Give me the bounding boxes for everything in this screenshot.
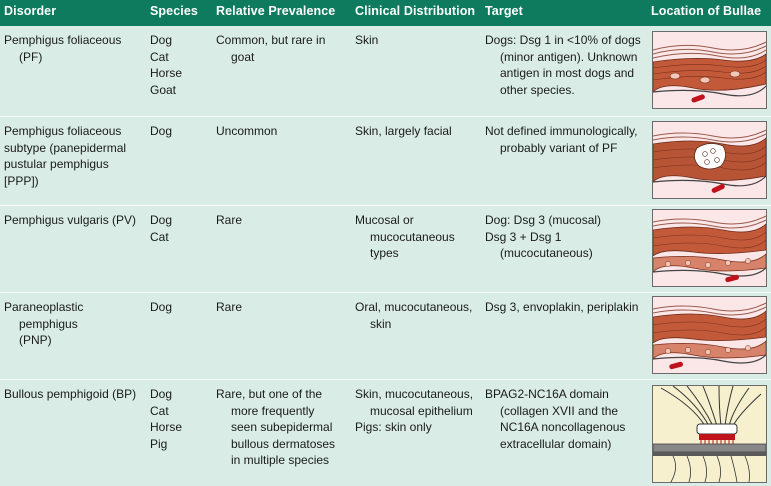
header-location: Location of Bullae — [651, 4, 762, 18]
prevalence-cell: Common, but rare in goat — [216, 33, 326, 64]
target-cell: Dsg 3, envoplakin, periplakin — [485, 300, 639, 314]
table-row — [0, 292, 771, 379]
species-cell: Dog — [150, 300, 173, 314]
disorder-cell: Paraneoplastic pemphigus (PNP) — [4, 300, 84, 347]
prevalence-cell: Rare — [216, 213, 243, 227]
header-prevalence: Relative Prevalence — [216, 4, 336, 18]
species-cell: Dog — [150, 124, 173, 138]
distribution-cell: Skin — [355, 33, 379, 47]
prevalence-cell: Uncommon — [216, 124, 278, 138]
header-distribution: Clinical Distribution — [355, 4, 476, 18]
distribution-cell: Skin, largely facial — [355, 124, 452, 138]
disorder-cell: Pemphigus vulgaris (PV) — [4, 213, 137, 227]
hemidesmosome-diagram — [652, 385, 767, 483]
suprabasilar-bulla-illustration — [652, 209, 767, 287]
intraepidermal-bulla-illustration — [652, 31, 767, 109]
table-row — [0, 205, 771, 292]
table-row — [0, 26, 771, 115]
prevalence-cell: Rare — [216, 300, 243, 314]
disorder-cell: Pemphigus foliaceous subtype (panepidermal pustular pemphigus [PPP]) — [4, 124, 127, 188]
header-disorder: Disorder — [4, 4, 57, 18]
distribution-cell: Oral, mucocutaneous, skin — [355, 300, 473, 331]
target-cell: BPAG2-NC16A domain (collagen XVII and the NC16A noncollagenous extracellular domain) — [485, 387, 626, 451]
target-cell: Not defined immunologically, probably variant of PF — [485, 124, 638, 155]
table-header — [0, 0, 771, 26]
header-species: Species — [150, 4, 198, 18]
distribution-cell: Skin, mucocutaneous, mucosal epithelium Pigs: skin only — [355, 387, 474, 434]
target-cell: Dogs: Dsg 1 in <10% of dogs (minor antigen). Unknown antigen in most dogs and other species. — [485, 33, 641, 97]
panepidermal-pustule-illustration — [652, 121, 767, 199]
header-target: Target — [485, 4, 523, 18]
suprabasilar-bulla-illustration-2 — [652, 296, 767, 374]
prevalence-cell: Rare, but one of the more frequently seen subepidermal bullous dermatoses in multiple species — [216, 387, 336, 467]
disorder-cell: Pemphigus foliaceous (PF) — [4, 33, 122, 64]
table-row — [0, 116, 771, 205]
species-cell: Dog Cat Horse Pig — [150, 387, 183, 451]
disorder-cell: Bullous pemphigoid (BP) — [4, 387, 137, 401]
species-cell: Dog Cat Horse Goat — [150, 33, 183, 97]
distribution-cell: Mucosal or mucocutaneous types — [355, 213, 455, 260]
species-cell: Dog Cat — [150, 213, 173, 244]
target-cell: Dog: Dsg 3 (mucosal) Dsg 3 + Dsg 1 (mucocutaneous) — [485, 213, 602, 260]
table-row — [0, 379, 771, 486]
